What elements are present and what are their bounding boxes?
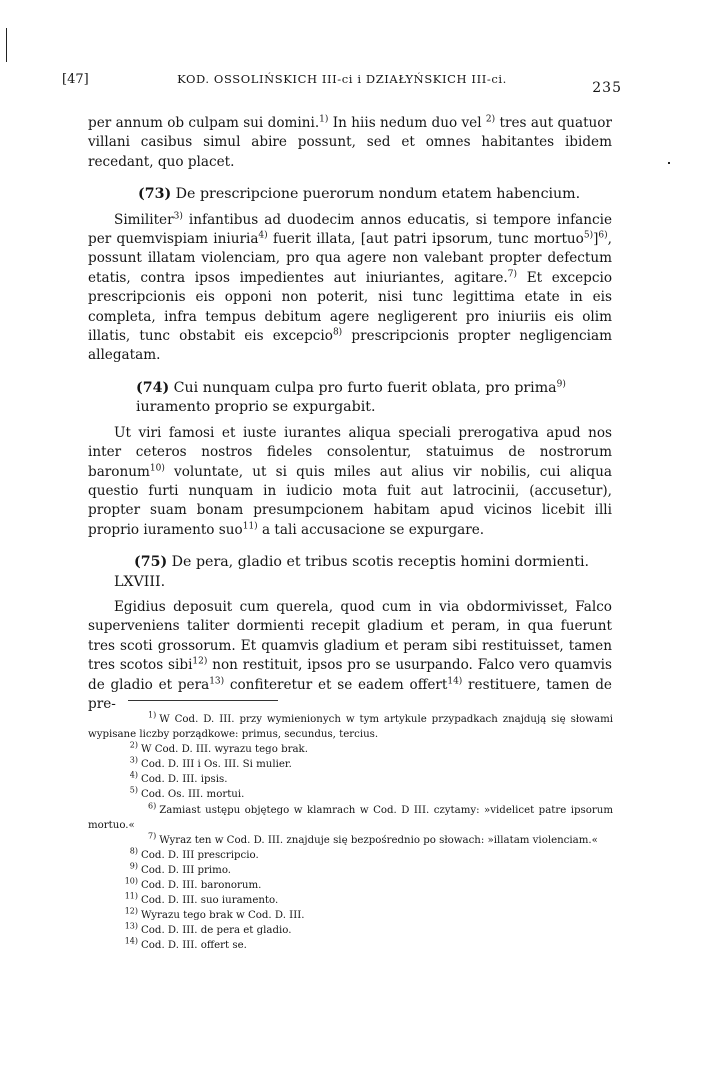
footnote: $^{13)}$ Cod. D. III. de pera et gladio. xyxy=(124,921,292,937)
section-heading-75: (75) De pera, gladio et tribus scotis receptis homini dormienti. LXVIII. xyxy=(114,554,590,590)
footnote: $^{5)}$ Cod. Os. III. mortui. xyxy=(129,786,245,801)
paragraph-continuation: per annum ob culpam sui domini.$^{1)}$ In hiis nedum duo vel $^{2)}$ tres aut quatuor villani casibus simul abire possunt, sed et omnes habitantes ibidem recedant, quo placet. xyxy=(88,114,612,170)
footnote: $^{7)}$ Wyraz ten w Cod. D. III. znajduje się bezpośrednio po słowach: »illatam violenciam.« xyxy=(148,831,598,846)
paragraph-73: Similiter$^{3)}$ infantibus ad duodecim annos educatis, si tempore infancie per quemvispiam iniuria$^{4)}$ fuerit illata, [aut patri ipsorum, tunc mortuo$^{5)}$]$^{6)}$, possunt illatam violenciam, pro qua agere non valebant propter defectum etatis, contra ipsos impedientes aut iniuriantes, agitare.$^{7)}$ Et excepcio prescripcionis eis opponi non poterit, nisi tunc legittima etate in eis completa, infra tempus debitum agere negligerent pro iniuriis eis olim illatis, tunc obstabit eis excepcio$^{8)}$ prescripcionis propter negligenciam allegatam. xyxy=(88,211,613,364)
footnote: $^{4)}$ Cod. D. III. ipsis. xyxy=(129,770,228,786)
section-heading-73: (73) De prescripcione puerorum nondum etatem habencium. xyxy=(138,186,581,203)
footnote: $^{2)}$ W Cod. D. III. wyrazu tego brak. xyxy=(129,740,308,756)
footnote: $^{6)}$ Zamiast ustępu objętego w klamrach w Cod. D III. czytamy: »videlicet patre ipsorum mortuo.« xyxy=(88,801,613,831)
footnote: $^{10)}$ Cod. D. III. baronorum. xyxy=(124,876,262,892)
footnote: $^{9)}$ Cod. D. III primo. xyxy=(129,861,232,876)
footnotes xyxy=(88,712,613,954)
running-header xyxy=(62,68,622,98)
section-heading-74: (74) Cui nunquam culpa pro furto fuerit oblata, pro prima$^{9)}$ iuramento proprio se expurgabit. xyxy=(136,379,566,416)
footnote: $^{1)}$ W Cod. D. III. przy wymienionych w tym artykule przypadkach znajdują się słowami wypisane liczby porządkowe: primus, secundus, tercius. xyxy=(88,710,613,741)
footnote: $^{12)}$ Wyrazu tego brak w Cod. D. III. xyxy=(124,906,305,922)
paragraph-74: Ut viri famosi et iuste iurantes aliqua speciali prerogativa apud nos inter ceteros nostros fideles consolentur, statuimus de nostrorum baronum$^{10)}$ voluntate, ut si quis miles aut alius vir nobilis, cui aliqua questio furti nunquam in iudicio mota fuit aut latrocinii, (accusetur), propter suam bonam presumpcionem habitam apud vicinos licebit illi proprio iuramento suo$^{11)}$ a tali accusacione se expurgare. xyxy=(88,424,612,538)
footnote: $^{14)}$ Cod. D. III. offert se. xyxy=(124,937,247,952)
footnote-divider xyxy=(128,700,278,701)
right-margin-mark xyxy=(668,162,670,164)
footnote: $^{3)}$ Cod. D. III i Os. III. Si mulier. xyxy=(129,755,292,771)
footnote: $^{11)}$ Cod. D. III. suo iuramento. xyxy=(124,891,279,907)
header-section-number: [47] xyxy=(62,72,89,87)
main-text xyxy=(88,114,612,714)
paragraph-75: Egidius deposuit cum querela, quod cum in via obdormivisset, Falco superveniens taliter dormienti recepit gladium et peram, in qua fuerunt tres scoti grossorum. Et quamvis gladium et peram sibi restituisset, tamen tres scotos sibi$^{12)}$ non restituit, ipsos pro se usurpando. Falco vero quamvis de gladio et pera$^{13)}$ confiteretur et se eadem offert$^{14)}$ restituere, tamen de pre- xyxy=(88,598,612,712)
header-title: KOD. OSSOLIŃSKICH III-ci i DZIAŁYŃSKICH III-ci. xyxy=(177,72,507,86)
footnote: $^{8)}$ Cod. D. III prescripcio. xyxy=(129,846,259,861)
page-number: 235 xyxy=(592,80,622,96)
left-margin-mark xyxy=(6,28,7,62)
